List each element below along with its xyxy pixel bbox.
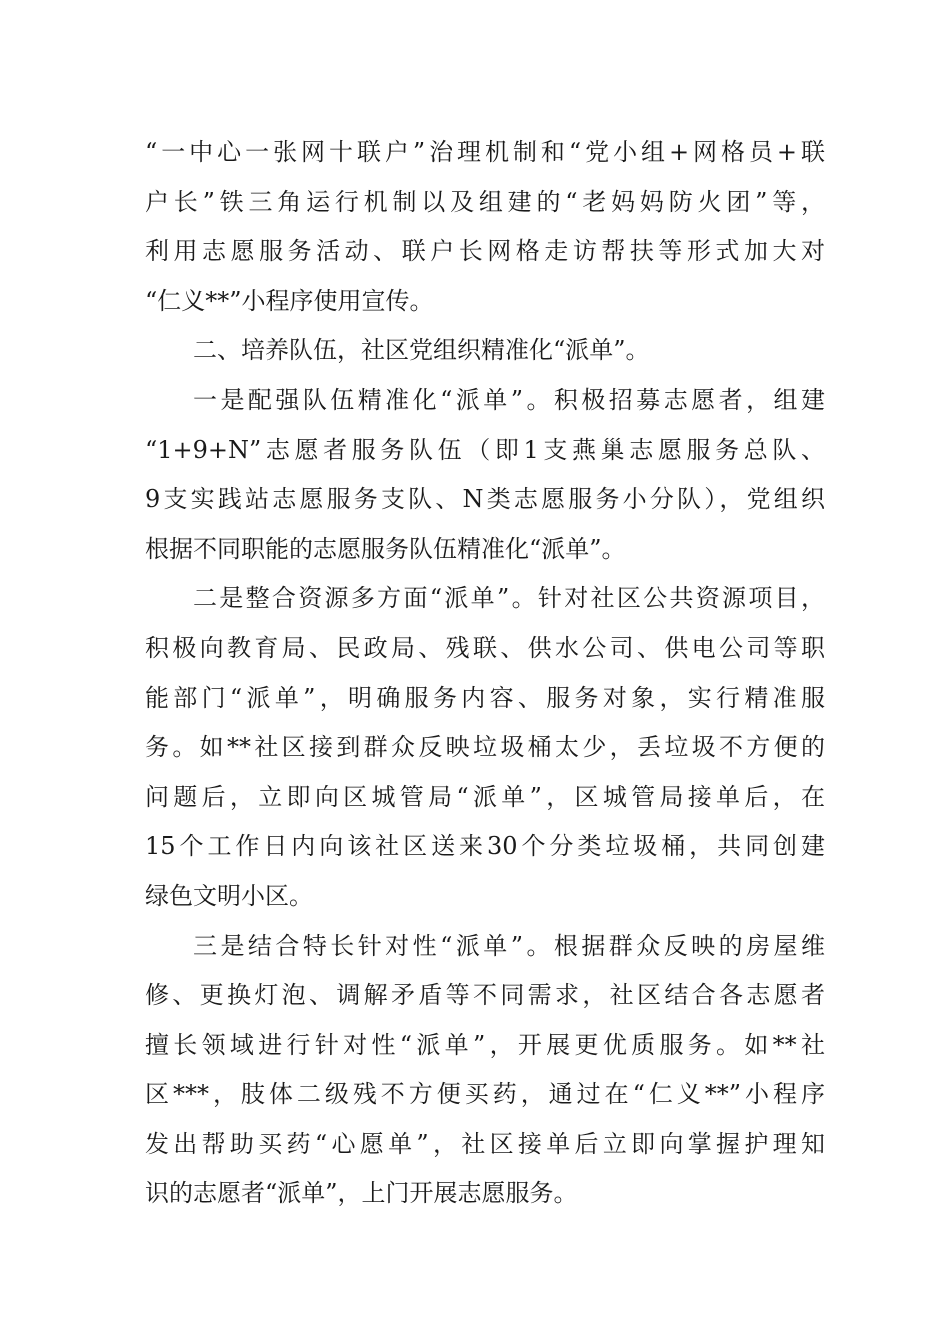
- text-line: 户长”铁三角运行机制以及组建的“老妈妈防火团”等，: [145, 187, 825, 216]
- text-line: “一中心一张网十联户”治理机制和“党小组+网格员+联: [145, 138, 825, 166]
- section-heading: 二、培养队伍，社区党组织精准化“派单”。: [193, 336, 650, 365]
- text-line: 修、更换灯泡、调解矛盾等不同需求，社区结合各志愿者: [145, 981, 825, 1010]
- text-line: 发出帮助买药“心愿单”，社区接单后立即向掌握护理知: [145, 1129, 825, 1158]
- text-line: 根据不同职能的志愿服务队伍精准化“派单”。: [145, 534, 626, 563]
- text-line: 利用志愿服务活动、联户长网格走访帮扶等形式加大对: [145, 237, 825, 266]
- text-line: 识的志愿者“派单”，上门开展志愿服务。: [145, 1179, 578, 1208]
- text-line: “仁义**”小程序使用宣传。: [145, 286, 434, 315]
- text-line: 9支实践站志愿服务支队、N类志愿服务小分队），党组织: [145, 485, 825, 514]
- text-line: 三是结合特长针对性“派单”。根据群众反映的房屋维: [193, 931, 825, 960]
- text-line: 问题后，立即向区城管局“派单”，区城管局接单后，在: [145, 782, 825, 811]
- text-line: 擅长领域进行针对性“派单”，开展更优质服务。如**社: [145, 1030, 825, 1059]
- text-line: 绿色文明小区。: [145, 881, 313, 910]
- text-line: “1+9+N”志愿者服务队伍（即1支燕巢志愿服务总队、: [145, 435, 825, 464]
- text-line: 能部门“派单”，明确服务内容、服务对象，实行精准服: [145, 683, 825, 712]
- document-body: [145, 128, 825, 1219]
- text-line: 积极向教育局、民政局、残联、供水公司、供电公司等职: [145, 633, 825, 662]
- text-line: 15个工作日内向该社区送来30个分类垃圾桶，共同创建: [145, 832, 825, 861]
- text-line: 二是整合资源多方面“派单”。针对社区公共资源项目，: [193, 584, 825, 613]
- text-line: 区***，肢体二级残不方便买药，通过在“仁义**”小程序: [145, 1080, 825, 1109]
- text-line: 务。如**社区接到群众反映垃圾桶太少，丢垃圾不方便的: [145, 733, 825, 762]
- text-line: 一是配强队伍精准化“派单”。积极招募志愿者，组建: [193, 385, 825, 414]
